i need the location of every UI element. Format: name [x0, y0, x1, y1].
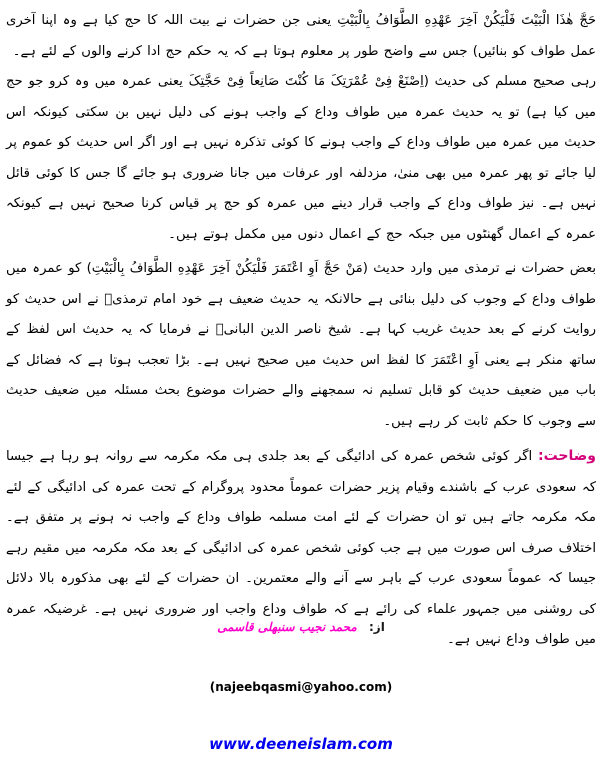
article-body	[6, 6, 596, 660]
byline-label: از:	[368, 620, 385, 634]
author-byline	[0, 620, 602, 634]
paragraph-1: حَجَّ هٰذَا الْبَيْتَ فَلْيَكُنْ آخِرَ عَهْدِهِ الطَّوَافُ بِالْبَيْتِ یعنی جن حضرات نے بیت اللہ کا حج کیا ہے وہ اپنا آخری عمل طواف کو بنائیں) جس سے واضح طور پر معلوم ہوتا ہے کہ یہ حکم حج ادا کرنے والوں کے لئے ہے۔	[6, 13, 596, 59]
paragraph-4-text: اگر کوئی شخص عمرہ کی ادائیگی کے بعد جلدی ہی مکہ مکرمہ سے روانہ ہو رہا ہے جیسا کہ سعودی عرب کے باشندے وقیام پزیر حضرات عموماً محدود پروگرام کے تحت عمرہ کی ادائیگی کے لئے مکہ مکرمہ جاتے ہیں تو ان حضرات کے لئے امت مسلمہ طواف وداع کے واجب نہ ہونے پر متفق ہے۔ اختلاف صرف اس صورت میں ہے جب کوئی شخص عمرہ کی ادائیگی کے بعد مکہ مکرمہ میں مقیم رہے جیسا کہ عموماً سعودی عرب کے باہر سے آنے والے معتمرین۔ ان حضرات کے لئے بھی مذکورہ بالا دلائل کی روشنی میں جمہور علماء کی رائے ہے کہ طواف وداع واجب اور ضروری نہیں ہے۔ غرضیکہ عمرہ میں طواف وداع نہیں ہے۔	[6, 449, 596, 647]
clarification-label: وضاحت:	[538, 448, 596, 464]
paragraph-3: بعض حضرات نے ترمذی میں وارد حدیث (مَنْ حَجَّ اَوِ اعْتَمَرَ فَلْیَکُنْ آخِرَ عَهْدِهِ الطَّوَافُ بِالْبَیْتِ) کو عمرہ میں طواف وداع کے وجوب کی دلیل بنائی ہے حالانکہ یہ حدیث ضعیف ہے خود امام ترمذیؒ نے اس حدیث کو روایت کرنے کے بعد حدیث غریب کہا ہے۔ شیخ ناصر الدین البانیؒ نے فرمایا کہ یہ حدیث اس لفظ کے ساتھ منکر ہے یعنی اَوِ اعْتَمَرَ کا لفظ اس حدیث میں صحیح نہیں ہے۔ بڑا تعجب ہوتا ہے کہ فضائل کے باب میں ضعیف حدیث کو قابل تسلیم نہ سمجھنے والے حضرات موضوع بحث مسئلہ میں ضعیف حدیث سے وجوب کا حکم ثابت کر رہے ہیں۔	[6, 261, 596, 429]
author-email: (najeebqasmi@yahoo.com)	[209, 680, 393, 694]
website-link[interactable]: www.deeneislam.com	[209, 735, 393, 753]
paragraph-2: رہی صحیح مسلم کی حدیث (اِصْنَعْ فِیْ عُمْرَتِکَ مَا کُنْتَ صَانِعاً فِیْ حَجَّتِکَ یعنی عمرہ میں وہ کرو جو حج میں کیا ہے) تو یہ حدیث عمرہ میں طواف وداع کے واجب ہونے کی دلیل نہیں بن سکتی کیونکہ اس حدیث میں عمرہ میں طواف وداع کے واجب ہونے کا کوئی تذکرہ نہیں ہے اور اگر اس حدیث کو عموم پر لیا جائے تو پھر عمرہ میں بھی منیٰ، مزدلفہ اور عرفات میں جانا ضروری ہو جائے گا جس کا کوئی قائل نہیں ہے۔ نیز طواف وداع کے واجب قرار دینے میں عمرہ کو حج پر قیاس کرنا صحیح نہیں ہے کیونکہ عمرہ کے اعمال گھنٹوں میں جبکہ حج کے اعمال دنوں میں مکمل ہوتے ہیں۔	[6, 74, 596, 242]
author-name: محمد نجیب سنبھلی قاسمی	[217, 620, 357, 634]
